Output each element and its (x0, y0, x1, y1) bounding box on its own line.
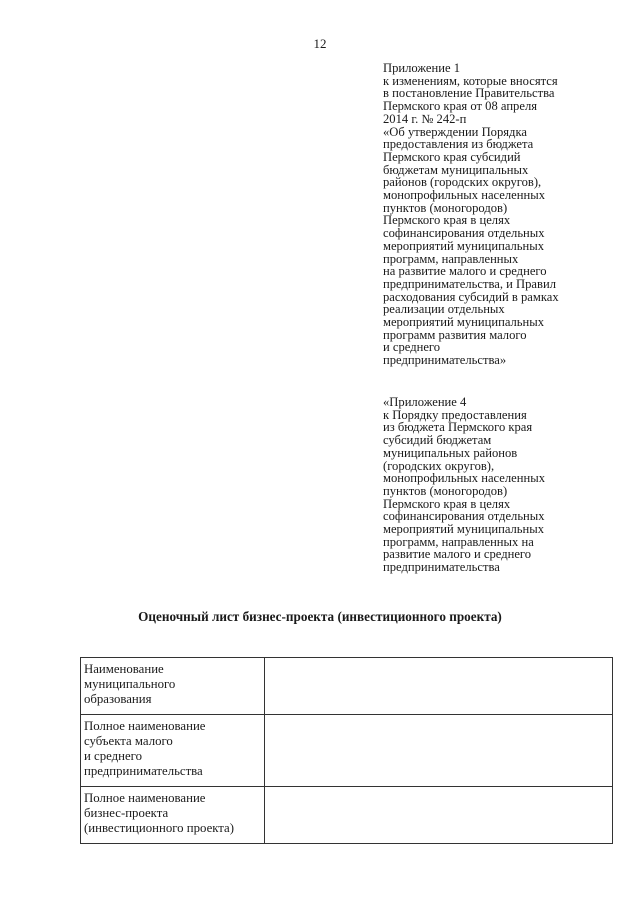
project-name-label-cell (81, 787, 265, 844)
table-row (81, 658, 613, 715)
appendix-4-line: муниципальных районов (383, 445, 518, 460)
appendix-4-heading (383, 396, 623, 574)
appendix-4-line: пунктов (моногородов) (383, 483, 508, 498)
page-number: 12 (313, 36, 327, 51)
appendix-1-line: Пермского края субсидий (383, 149, 521, 164)
project-name-value-cell[interactable] (265, 787, 613, 844)
appendix-4-line: мероприятий муниципальных (383, 522, 545, 537)
appendix-1-line: Пермского края от 08 апреля (383, 99, 538, 114)
appendix-1-line: районов (городских округов), (383, 175, 542, 190)
appendix-4-line: программ, направленных на (383, 534, 534, 549)
appendix-1-line: предпринимательства» (383, 353, 507, 368)
business-entity-label-cell (81, 715, 265, 787)
cell-label-line: муниципального (84, 677, 176, 691)
appendix-4-line: предпринимательства (383, 560, 500, 575)
cell-label-line: образования (84, 692, 152, 706)
appendix-1-line: «Об утверждении Порядка (383, 124, 527, 139)
evaluation-form-table (80, 657, 613, 844)
cell-label-line: (инвестиционного проекта) (84, 821, 234, 835)
appendix-4-line: к Порядку предоставления (383, 407, 527, 422)
appendix-1-heading (383, 62, 623, 367)
appendix-1-line: к изменениям, которые вносятся (383, 73, 558, 88)
cell-label-line: Полное наименование (84, 791, 206, 805)
appendix-1-line: расходования субсидий в рамках (383, 289, 559, 304)
cell-label-line: бизнес-проекта (84, 806, 169, 820)
appendix-1-line: монопрофильных населенных (383, 188, 545, 203)
appendix-1-line: в постановление Правительства (383, 86, 555, 101)
cell-label-line: субъекта малого (84, 734, 173, 748)
appendix-4-line: «Приложение 4 (383, 395, 467, 409)
appendix-4-line: развитие малого и среднего (383, 547, 532, 562)
appendix-1-line: Пермского края в целях (383, 213, 511, 228)
appendix-1-line: программ развития малого (383, 327, 527, 342)
appendix-1-line: бюджетам муниципальных (383, 162, 529, 177)
appendix-1-line: Приложение 1 (383, 61, 461, 75)
appendix-4-line: из бюджета Пермского края (383, 420, 533, 435)
cell-label-line: и среднего (84, 749, 143, 763)
municipality-value-cell[interactable] (265, 658, 613, 715)
business-entity-value-cell[interactable] (265, 715, 613, 787)
appendix-1-line: программ, направленных (383, 251, 519, 266)
municipality-label-cell (81, 658, 265, 715)
appendix-1-line: предпринимательства, и Правил (383, 276, 556, 291)
appendix-1-line: на развитие малого и среднего (383, 264, 547, 279)
appendix-1-line: и среднего (383, 340, 441, 355)
appendix-4-line: (городских округов), (383, 458, 495, 473)
appendix-1-line: мероприятий муниципальных (383, 315, 545, 330)
appendix-4-line: софинансирования отдельных (383, 509, 545, 524)
appendix-4-line: Пермского края в целях (383, 496, 511, 511)
appendix-1-line: предоставления из бюджета (383, 137, 534, 152)
table-row (81, 715, 613, 787)
document-title: Оценочный лист бизнес-проекта (инвестиционного проекта) (138, 609, 502, 624)
cell-label-line: Полное наименование (84, 719, 206, 733)
appendix-1-line: мероприятий муниципальных (383, 238, 545, 253)
appendix-1-line: софинансирования отдельных (383, 226, 545, 241)
appendix-1-line: 2014 г. № 242-п (383, 111, 467, 126)
appendix-1-line: пунктов (моногородов) (383, 200, 508, 215)
appendix-4-line: субсидий бюджетам (383, 433, 492, 448)
cell-label-line: предпринимательства (84, 764, 203, 778)
appendix-4-line: монопрофильных населенных (383, 471, 545, 486)
cell-label-line: Наименование (84, 662, 164, 676)
table-row (81, 787, 613, 844)
appendix-1-line: реализации отдельных (383, 302, 505, 317)
